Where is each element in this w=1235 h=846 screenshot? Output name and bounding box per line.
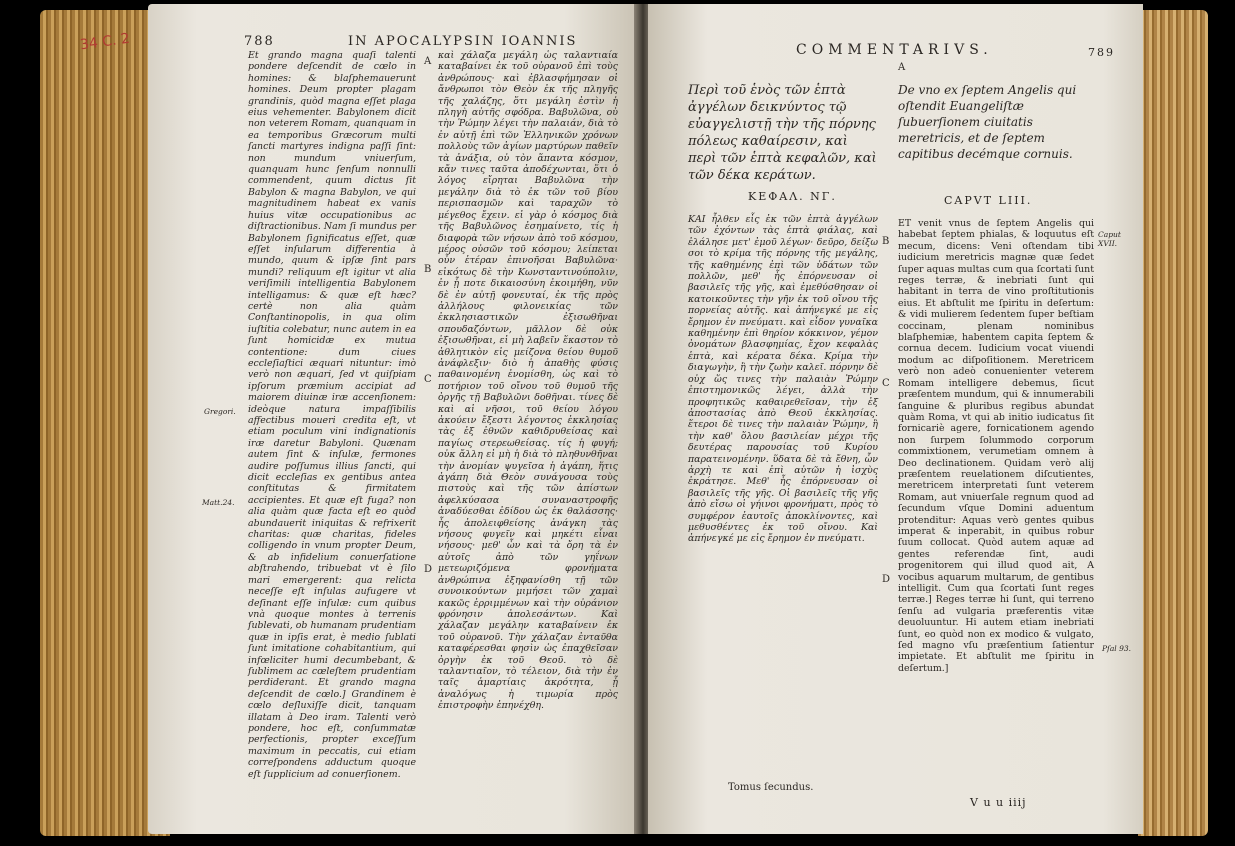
greek-column-right: ΚΑΙ ἦλθεν εἷς ἐκ τῶν ἑπτὰ ἀγγέλων τῶν ἐχόντων τὰς ἑπτὰ φιάλας, καὶ ἐλάλησε μετ' ἐμοῦ λέγων· δεῦρο, δείξω σοι τὸ κρίμα τῆς πόρνης τῆς μεγάλης, τῆς καθημένης ἐπὶ τῶν ὑδάτων τῶν πολλῶν, μεθ' ἧς ἐπόρνευσαν οἱ βασιλεῖς τῆς γῆς, καὶ ἐμεθύσθησαν οἱ κατοικοῦντες τὴν γῆν ἐκ τοῦ οἴνου τῆς πορνείας αὐτῆς. καὶ ἀπήνεγκέ με εἰς ἔρημον ἐν πνεύματι. καὶ εἶδον γυναῖκα καθημένην ἐπὶ θηρίον κόκκινον, γέμον ὀνομάτων βλασφημίας, ἔχον κεφαλὰς ἑπτὰ, καὶ κέρατα δέκα. Κρίμα τὴν διαγωγὴν, ἢ τὴν ζωὴν καλεῖ. πόρνην δὲ οὐχ ὥς τινες τὴν παλαιὰν Ῥώμην ἐπιστημονικῶς λέγει, ἀλλὰ τὴν προφητικῶς καθαιρεθεῖσαν, τὴν ἐξ ἀποστασίας ἀπὸ Θεοῦ ἐκκλησίας. ἕτεροι δὲ τινες τὴν παλαιὰν Ῥώμην, ἢ τὴν καθ' ὅλου βασιλείαν μέχρι τῆς δευτέρας παρουσίας τοῦ Κυρίου παρατεινομένην. ὕδατα δὲ τὰ ἔθνη, ὧν ἀρχὴ τε καὶ ἐπὶ αὐτῶν ἡ ἰσχὺς ἐκράτησε. Μεθ' ἧς ἐπόρνευσαν οἱ βασιλεῖς τῆς γῆς. Οἱ βασιλεῖς τῆς γῆς ἀπὸ εἴσω οἱ γήινοι φρονήματι, πρὸς τὸ συμφέρον ἑαυτοῖς ἀποκλίνοντες, καὶ μεθυσθέντες ἐκ τοῦ οἴνου. Καὶ ἀπήνεγκέ με εἰς ἔρημον ἐν πνεύματι. (688, 214, 878, 545)
margin-note-psal: Pſal 93. (1102, 644, 1132, 653)
section-letter-a: A (424, 56, 432, 67)
latin-column-left: Et grando magna quaſi talenti pondere deſcendit de cœlo in homines: & blaſphemauerunt homines. Deum propter plagam grandinis, quòd magna eſſet plaga eius vehementer. Babylonem dicit non veterem Romam, quanquam in ea temporibus Græcorum multi ſancti martyres indigna paſſi ſint: non mundum vniuerſum, quanquam hunc ſenſum nonnulli commendent, quum dictus ſit Babylon & magna Babylon, ve qui magnitudinem habeat ex vanis huius vitæ occupationibus ac diſtractionibus. Nam ſi mundus per Babylonem ſignificatus eſſet, quæ eſſet inſularum differentia à mundo, quum & ipſæ ſint pars mundi? reliquum eſt igitur vt alia veriſimili intelligentia Babylonem intelligamus: & quæ eſt hæc? certè non alia quàm Conſtantinopolis, in qua olim iuſtitia colebatur, nunc autem in ea ſunt homicidæ ex mutua contentione: dum ciues eccleſiaſtici æquari nituntur: imò verò non æquari, ſed vt quiſpiam ipſorum præmium accipiat ad maiorem diuinæ iræ accenſionem: ideòque natura impaſſibilis affectibus moueri credita eſt, vt etiam poculum vini indignationis iræ daretur Babyloni. Quænam autem ſint & inſulæ, fermones audire poſſumus illius ſancti, qui dicit eccleſias ex gentibus antea conſtitutas & firmitatem accipientes. Et quæ eſt fuga? non alia quàm quæ facta eſt eo quòd abundauerit iniquitas & refrixerit charitas: quæ charitas, fideles colligendo in vnum propter Deum, & ab infidelium conuerſatione abſtrahendo, tribuebat vt è ſilo mari emergerent: qua relicta neceſſe eſt inſulas aufugere vt deſinant eſſe inſulæ: cum quibus vnà quoque montes à terrenis ſublevati, ob humanam prudentiam quæ in ipſis erat, è medio ſublati ſunt imitatione cohabitantium, qui infœliciter humi decumbebant, & ſublimem ac cœleſtem prudentiam perdiderant. Et grando magna deſcendit de cœlo.] Grandinem è cœlo deſluxiſſe dicit, tanquam illatam à Deo iram. Talenti verò pondere, hoc eſt, conſummatæ perfectionis, propter exceſſum maximum in peccatis, cui etiam correſpondens adductum quoque eſt ſupplicium ad conuerſionem. (248, 50, 416, 780)
latin-chapter-title: De vno ex ſeptem Angelis qui oſtendit Euangeliſtæ ſubuerſionem ciuitatis meretricis, et de ſeptem capitibus decémque cornuis. (898, 83, 1077, 161)
greek-chapter-title: Περὶ τοῦ ἑνὸς τῶν ἑπτὰ ἀγγέλων δεικνύντος τῷ εὐαγγελιστῇ τὴν τῆς πόρνης πόλεως καθαίρεσιν, καὶ περὶ τῶν ἑπτὰ κεφαλῶν, καὶ τῶν δέκα κεράτων. (688, 83, 877, 183)
section-letter-c: C (424, 374, 432, 385)
margin-note-gregori: Gregori. (204, 407, 236, 416)
open-book (28, 4, 1208, 842)
top-section-letter: A (898, 62, 906, 73)
latin-column-right: ET venit vnus de ſeptem Angelis qui habebat ſeptem phialas, & loquutus eſt mecum, dicens: Veni oſtendam tibi iudicium meretricis magnæ quæ ſedet ſuper aquas multas cum qua ſcortati ſunt reges terræ, & inebriati ſunt qui habitant in terra de vino proſtitutionis eius. Et abſtulit me ſpiritu in deſertum: & vidi mulierem ſedentem ſuper beſtiam coccinam, plenam nominibus blaſphemiæ, habentem capita ſeptem & cornua decem. Iudicium vocat viuendi modum ac diſpoſitionem. Meretricem verò non adeò conuenienter veterem Romam intelligere debemus, ſicut præſentem mundum, qui & innumerabili ſanguine & pluribus regibus abundat quàm Roma, vt qui ab initio iudicatus ſit fornicariè agere, fornicationem agendo non ſurpem ſolummodo corporum commixtionem, verumetiam omnem à Deo declinationem. Quidam verò alij præſentem reuelationem diſcutientes, meretricem interpretati ſunt veterem Romam, aut vniuerſale regnum quod ad ſecundum vſque Domini aduentum protenditur: Aquas verò gentes quibus imperat & inperabit, in quibus robur ſuum collocat. Quòd autem aquæ ad gentes referendæ ſint, audi progenitorem qui illud quod ait, A vocibus aquarum multarum, de gentibus intelligit. Cum qua ſcortati ſunt reges terræ.] Reges terræ hi ſunt, qui terreno ſenſu ad vulgaria præferentis vitæ deuoluuntur. Hi autem etiam inebriati ſunt, eo quòd non ex modico & vulgato, ſed magno vſu præſentium ſatientur impietate. Et abſtulit me ſpiritu in deſertum.] (898, 218, 1094, 674)
latin-chapter-number: CAPVT LIII. (944, 194, 1033, 207)
section-letter-d: D (424, 564, 433, 575)
left-page (148, 4, 638, 834)
right-section-letter-c: C (882, 378, 890, 389)
right-section-letter-d: D (882, 574, 891, 585)
catchword: Tomus ſecundus. (728, 782, 814, 793)
running-head-right: COMMENTARIVS. (796, 42, 993, 58)
right-page-edges (1138, 10, 1208, 836)
right-page (648, 4, 1143, 834)
margin-note-caput: Caput XVII. (1098, 230, 1121, 248)
page-number-left: 788 (244, 34, 275, 49)
right-section-letter-b: B (882, 236, 890, 247)
handwritten-annotation: 34 C. 2 (79, 30, 131, 54)
running-head-left: IN APOCALYPSIN IOANNIS (348, 34, 578, 49)
greek-column-left: καὶ χάλαζα μεγάλη ὡς ταλαντιαία καταβαίνει ἐκ τοῦ οὐρανοῦ ἐπὶ τοὺς ἀνθρώπους· καὶ ἐβλασφήμησαν οἱ ἄνθρωποι τὸν Θεὸν ἐκ τῆς πληγῆς τῆς χαλάζης, ὅτι μεγάλη ἐστὶν ἡ πληγὴ αὐτῆς σφόδρα. Βαβυλῶνα, οὐ τὴν Ῥώμην λέγει τὴν παλαιάν, διὰ τὸ ἐν αὐτῇ ἐπὶ τῶν Ἑλληνικῶν χρόνων πολλοὺς τῶν ἁγίων μαρτύρων παθεῖν τὰ ἀνάξια, οὐ τὸν ἅπαντα κόσμον, κἄν τινες ταῦτα ἀποδέχωνται, ὅτι ὁ λόγος εἴρηται Βαβυλῶνα τὴν μεγάλην διὰ τὸ ἐκ τῶν τοῦ βίου περισπασμῶν καὶ ταραχῶν τὸ μέγεθος ἔχειν. εἰ γὰρ ὁ κόσμος διὰ τῆς Βαβυλῶνος ἐσημαίνετο, τίς ἡ διαφορὰ τῶν νήσων ἀπὸ τοῦ κόσμου, μέρος οὐσῶν τοῦ κόσμου; λείπεται οὖν ἑτέραν ἐπινοῆσαι Βαβυλῶνα· εἰκότως δὲ τὴν Κωνσταντινούπολιν, ἐν ᾗ ποτε δικαιοσύνη ἐκοιμήθη, νῦν δὲ ἐν αὐτῇ φονευταί, ἐκ τῆς πρὸς ἀλλήλους φιλονεικίας τῶν ἐκκλησιαστικῶν ἐξισωθῆναι σπουδαζόντων, μᾶλλον δὲ οὐκ ἐξισωθῆναι, εἰ μὴ λαβεῖν ἕκαστον τὸ ἀθλητικὸν εἰς μείζονα θείου θυμοῦ ἀνάφλεξιν· διὸ ἡ ἀπαθὴς φύσις παθαινομένη ἐνομίσθη, ὡς καὶ τὸ ποτήριον τοῦ οἴνου τοῦ θυμοῦ τῆς ὀργῆς τῇ Βαβυλῶνι δοθῆναι. τίνες δὲ καὶ αἱ νῆσοι, τοῦ θείου λόγου ἀκούειν ἔξεστι λέγοντος ἐκκλησίας τὰς ἐξ ἐθνῶν καθιδρυθείσας καὶ παγίως στερεωθείσας. τίς ἡ φυγή; οὐκ ἄλλη εἰ μὴ ἡ διὰ τὸ πληθυνθῆναι τὴν ἀνομίαν ψυγεῖσα ἡ ἀγάπη, ἥτις ἀγάπη διὰ Θεὸν συνάγουσα τοὺς πιστοὺς καὶ τῆς τῶν ἀπίστων ἀφελκύσασα συναναστροφῆς ἀναδύεσθαι ἐδίδου ὡς ἐκ θαλάσσης· ἧς ἀπολειφθείσης ἀνάγκη τὰς νήσους φυγεῖν καὶ μηκέτι εἶναι νήσους· μεθ' ὧν καὶ τὰ ὄρη τὰ ἐν αὐτοῖς ἀπὸ τῶν γηΐνων μετεωριζόμενα φρονήματα ἀνθρώπινα ἐξηφανίσθη τῇ τῶν συνοικούντων μιμήσει τῶν χαμαὶ κακῶς ἐρριμμένων καὶ τὴν οὐράνιον φρόνησιν ἀπολεσάντων. Καὶ χάλαζαν μεγάλην καταβαίνειν ἐκ τοῦ οὐρανοῦ. Τὴν χάλαζαν ἐνταῦθα καταφέρεσθαι φησὶν ὡς ἐπαχθεῖσαν ὀργὴν ἐκ τοῦ Θεοῦ. τὸ δὲ ταλαντιαῖον, τὸ τέλειον, διὰ τὴν ἐν ταῖς ἁμαρτίαις ἀκρότητα, ᾗ ἀναλόγως ἡ τιμωρία πρὸς ἐπιστροφὴν ἐπηνέχθη. (438, 50, 618, 712)
margin-note-matt: Matt.24. (202, 498, 235, 507)
greek-chapter-number: ΚΕΦΑΛ. ΝΓ. (748, 190, 837, 203)
page-number-right: 789 (1088, 46, 1115, 59)
section-letter-b: B (424, 264, 432, 275)
signature-mark: V u u iiij (970, 796, 1027, 809)
